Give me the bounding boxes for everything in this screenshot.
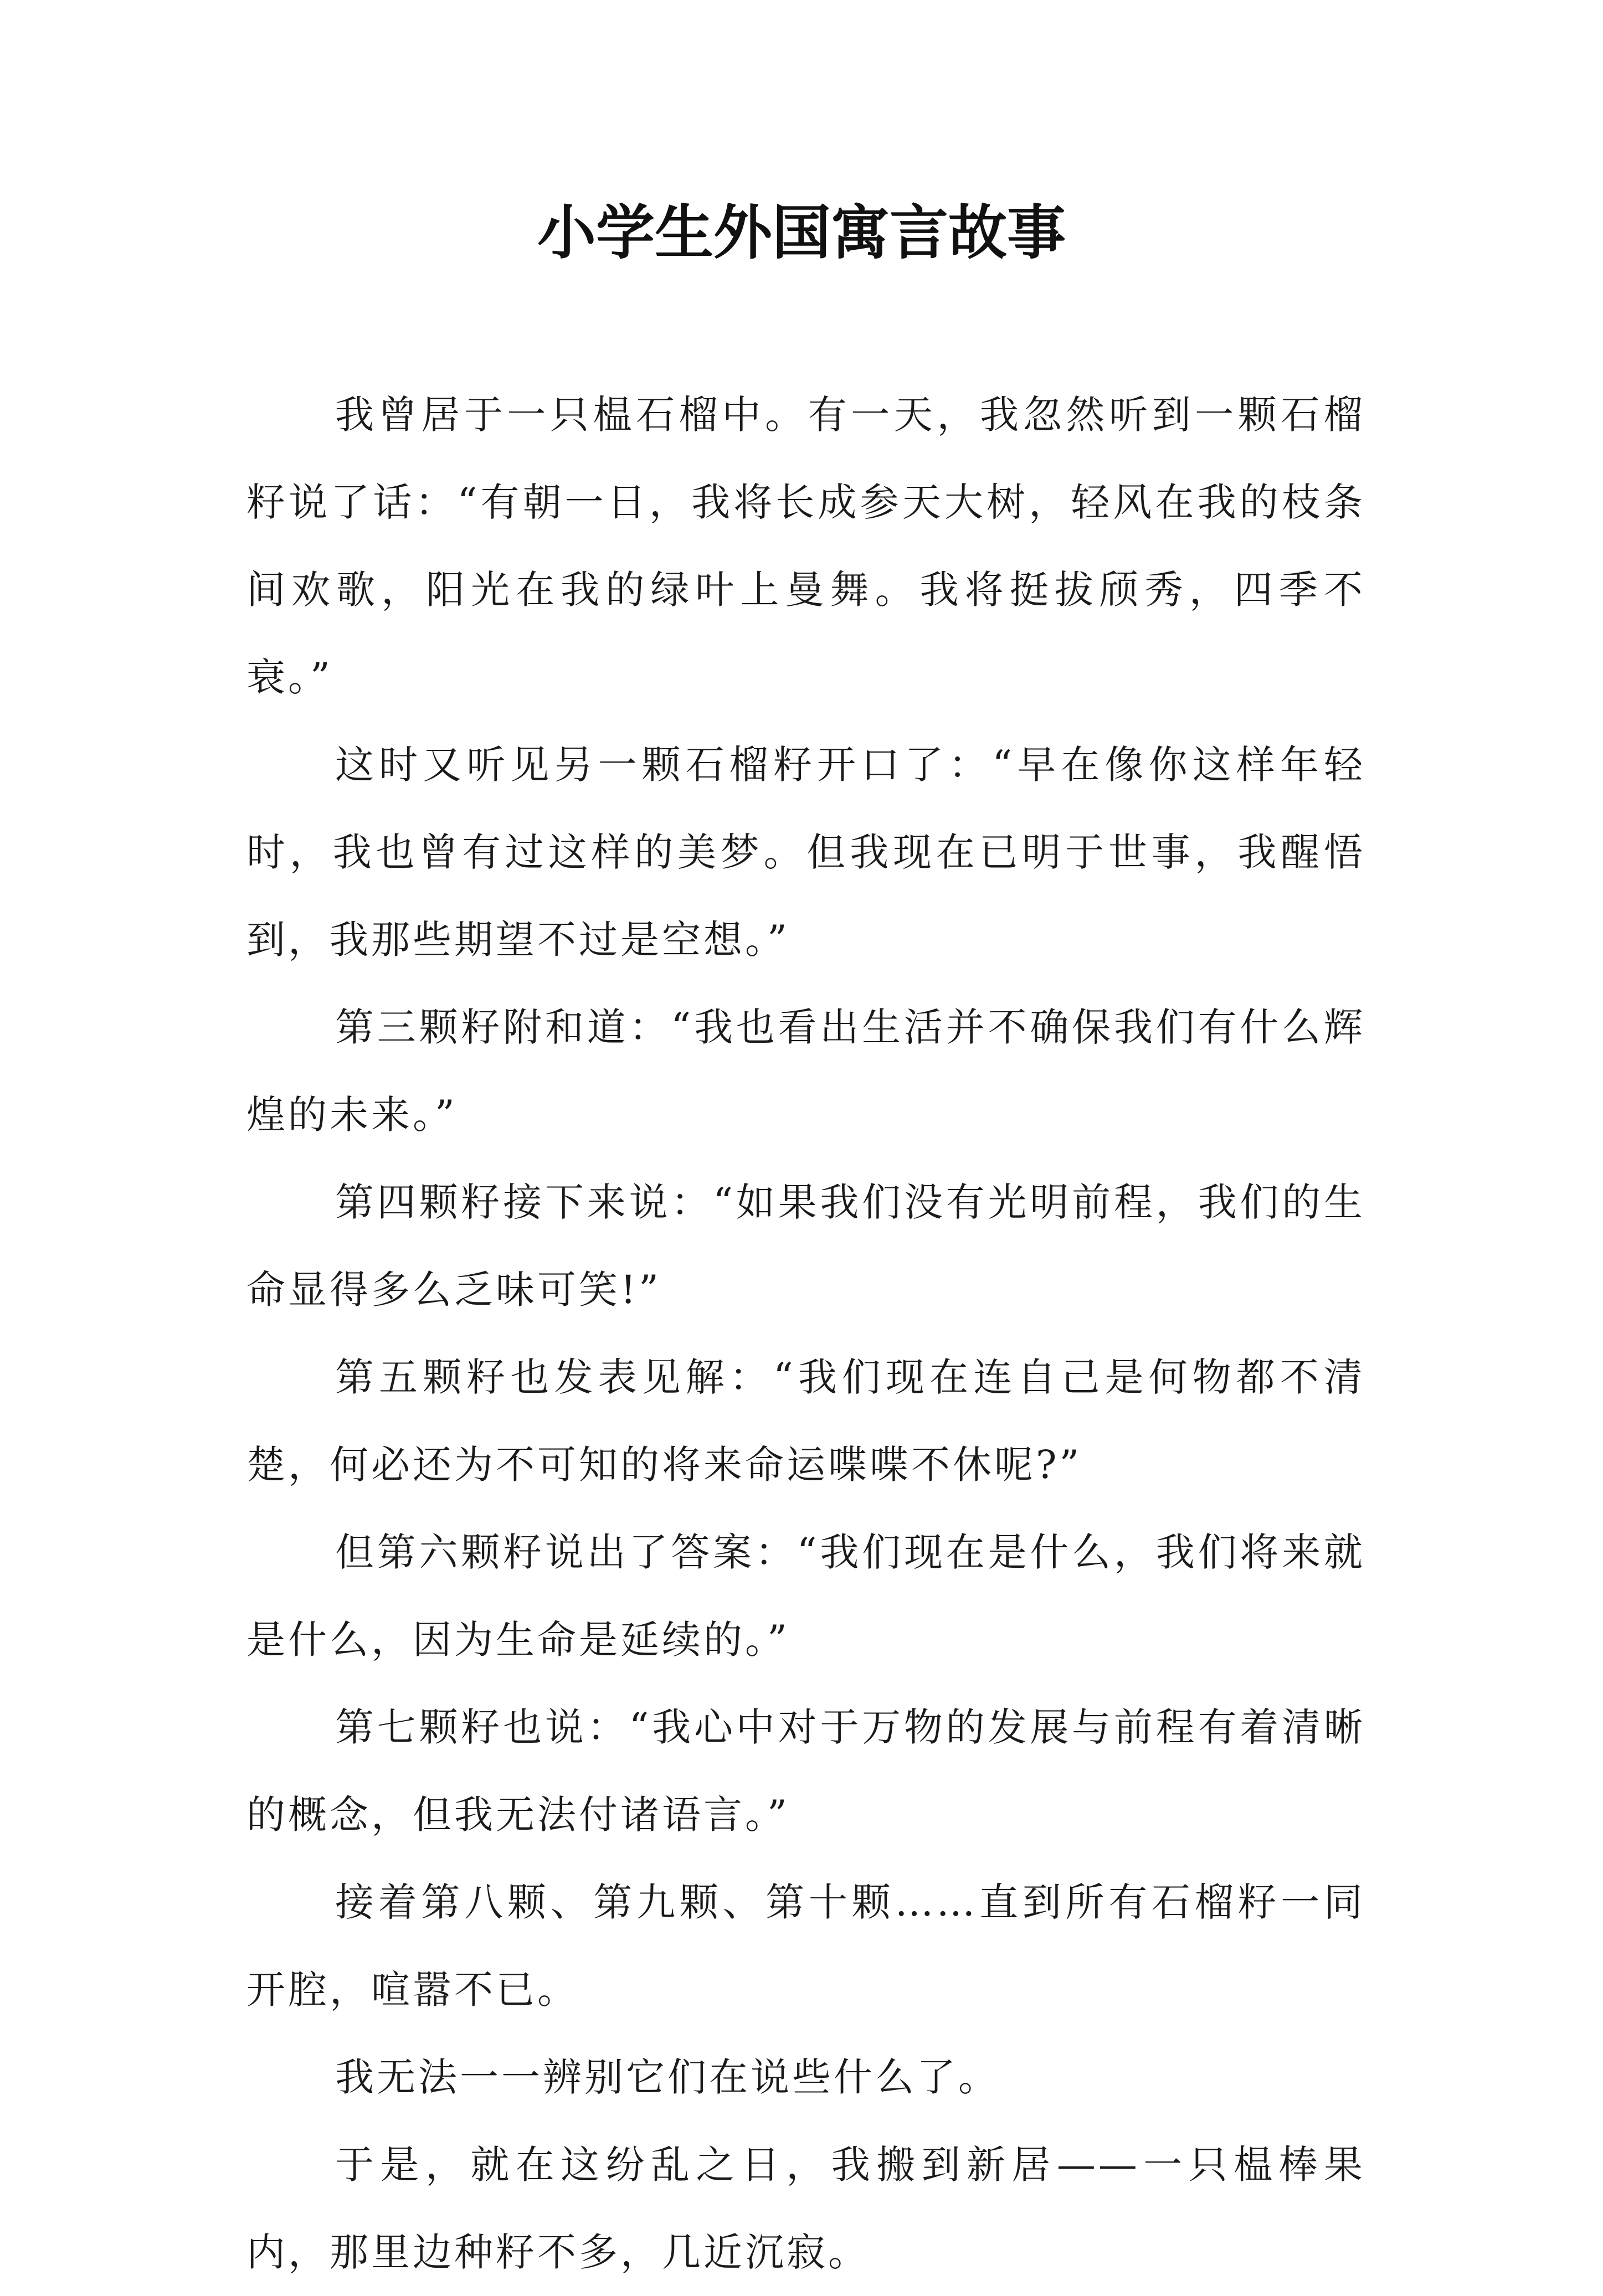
paragraph: 接着第八颗、第九颗、第十颗……直到所有石榴籽一同开腔，喧嚣不已。	[246, 1880, 1365, 2012]
paragraph: 第七颗籽也说：“我心中对于万物的发展与前程有着清晰的概念，但我无法付诸语言。”	[246, 1705, 1365, 1837]
paragraph: 我无法一一辨别它们在说些什么了。	[335, 2055, 1000, 2100]
document-title: 小学生外国寓言故事	[537, 198, 1066, 267]
document-body	[246, 371, 1365, 2296]
paragraph: 第三颗籽附和道：“我也看出生活并不确保我们有什么辉煌的未来。”	[246, 1005, 1365, 1137]
paragraph: 第五颗籽也发表见解：“我们现在连自己是何物都不清楚，何必还为不可知的将来命运喋喋不休呢?”	[246, 1355, 1365, 1487]
paragraph: 我曾居于一只榅石榴中。有一天，我忽然听到一颗石榴籽说了话：“有朝一日，我将长成参天大树，轻风在我的枝条间欢歌，阳光在我的绿叶上曼舞。我将挺拔颀秀，四季不衰。”	[246, 392, 1365, 700]
paragraph: 这时又听见另一颗石榴籽开口了：“早在像你这样年轻时，我也曾有过这样的美梦。但我现在已明于世事，我醒悟到，我那些期望不过是空想。”	[246, 742, 1365, 962]
paragraph: 第四颗籽接下来说：“如果我们没有光明前程，我们的生命显得多么乏味可笑!”	[246, 1180, 1365, 1312]
paragraph: 于是，就在这纷乱之日，我搬到新居——一只榅棒果内，那里边种籽不多，几近沉寂。	[246, 2142, 1365, 2275]
paragraph: 但第六颗籽说出了答案：“我们现在是什么，我们将来就是什么，因为生命是延续的。”	[246, 1530, 1365, 1662]
